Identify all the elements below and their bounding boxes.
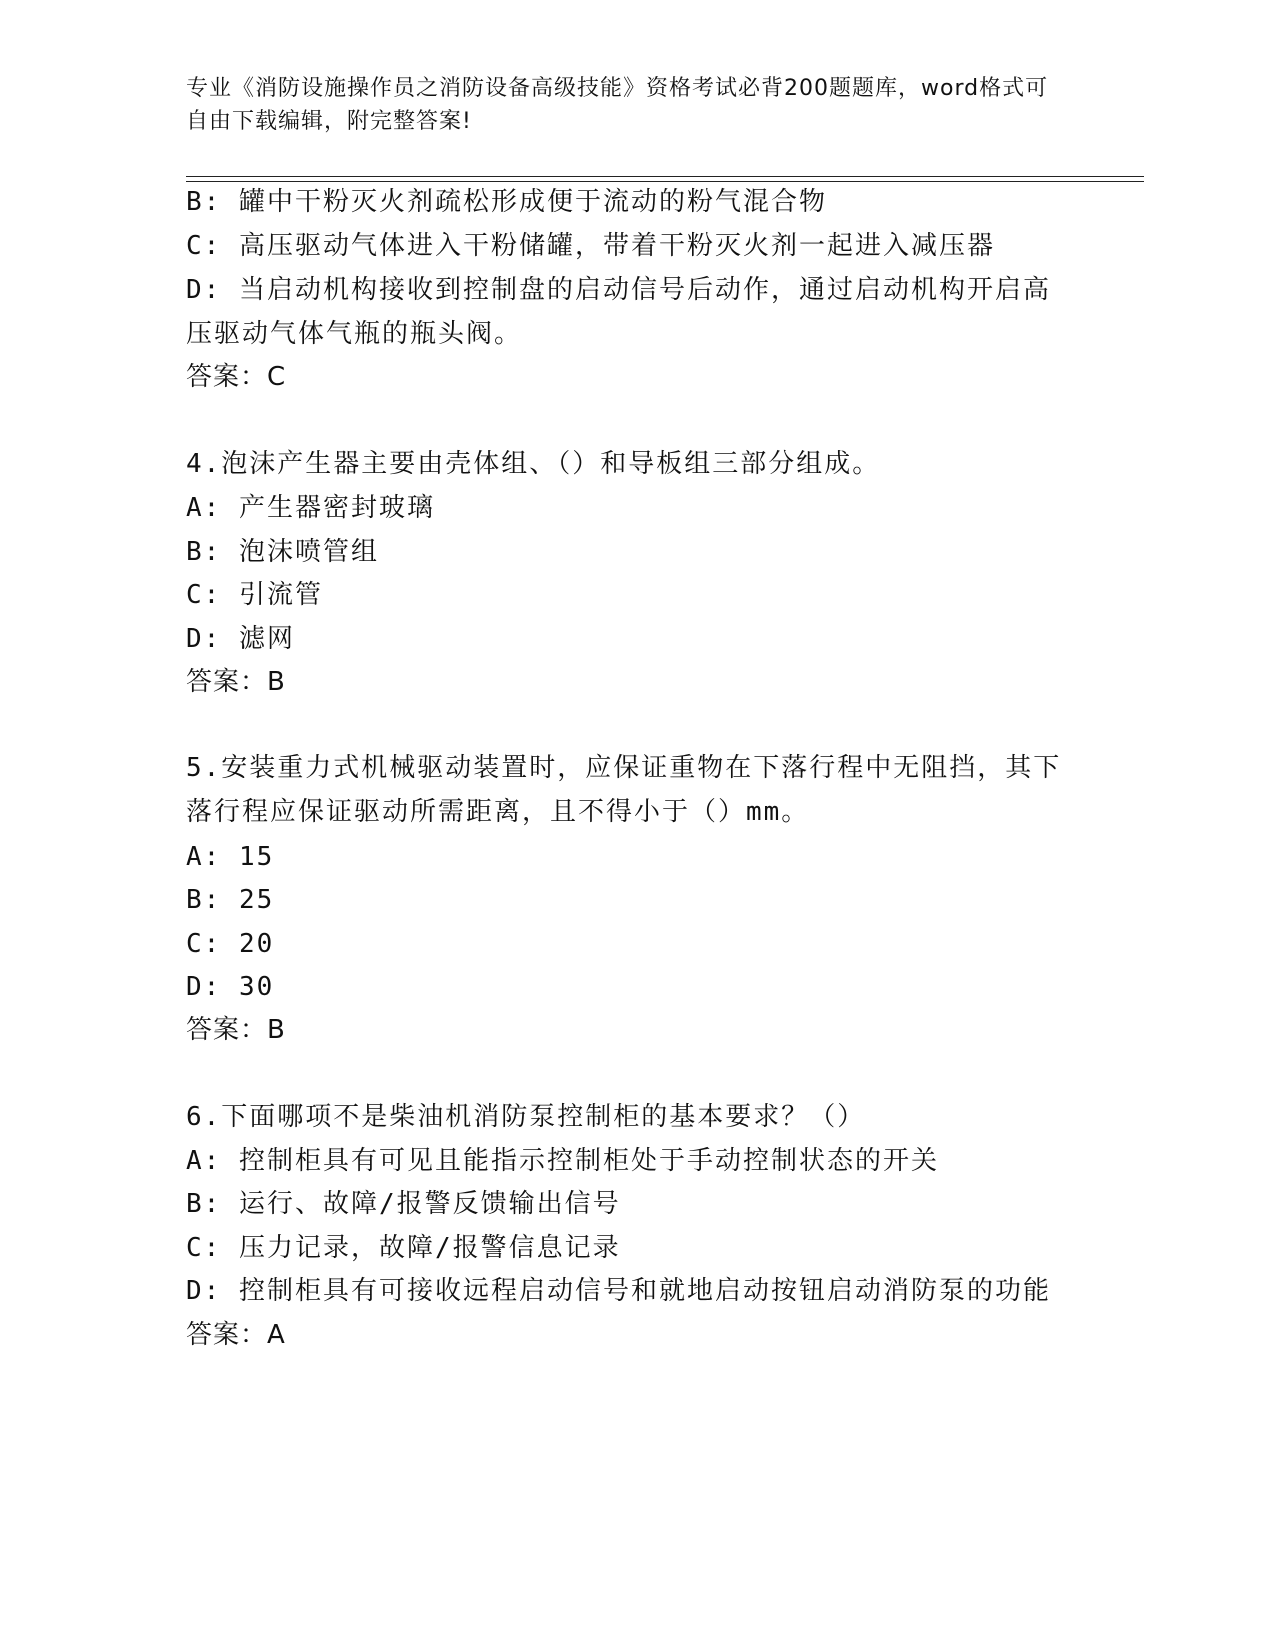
q4-option-c: C: 引流管	[186, 580, 323, 610]
q5-answer: 答案：B	[186, 1015, 286, 1045]
q5-option-c: C: 20	[186, 929, 275, 959]
q4-option-b: B: 泡沫喷管组	[186, 537, 379, 567]
q4-option-a: A: 产生器密封玻璃	[186, 493, 435, 523]
q3-answer: 答案：C	[186, 362, 287, 392]
q3-option-b: B: 罐中干粉灭火剂疏松形成便于流动的粉气混合物	[186, 187, 827, 217]
q3-option-d: D: 当启动机构接收到控制盘的启动信号后动作，通过启动机构开启高压驱动气体气瓶的瓶头阀。	[186, 275, 1051, 349]
q6-question: 6.下面哪项不是柴油机消防泵控制柜的基本要求？（）	[186, 1102, 866, 1132]
q6-option-a: A: 控制柜具有可见且能指示控制柜处于手动控制状态的开关	[186, 1146, 939, 1176]
q5-option-d: D: 30	[186, 972, 275, 1002]
document-header: 专业《消防设施操作员之消防设备高级技能》资格考试必背200题题库，word格式可自由下载编辑，附完整答案!	[186, 76, 1049, 134]
header-divider-top	[186, 176, 1144, 177]
q3-option-c: C: 高压驱动气体进入干粉储罐，带着干粉灭火剂一起进入减压器	[186, 231, 995, 261]
q4-question: 4.泡沫产生器主要由壳体组、（）和导板组三部分组成。	[186, 449, 881, 479]
q6-option-b: B: 运行、故障/报警反馈输出信号	[186, 1189, 621, 1219]
q4-option-d: D: 滤网	[186, 624, 295, 654]
q5-question: 5.安装重力式机械驱动装置时，应保证重物在下落行程中无阻挡，其下落行程应保证驱动所需距离，且不得小于（）mm。	[186, 753, 1062, 827]
q6-answer: 答案：A	[186, 1320, 286, 1350]
q5-option-a: A: 15	[186, 842, 275, 872]
q6-option-d: D: 控制柜具有可接收远程启动信号和就地启动按钮启动消防泵的功能	[186, 1276, 1051, 1306]
q6-option-c: C: 压力记录，故障/报警信息记录	[186, 1233, 621, 1263]
q4-answer: 答案：B	[186, 667, 286, 697]
header-divider-bottom	[186, 181, 1144, 182]
q5-option-b: B: 25	[186, 885, 275, 915]
